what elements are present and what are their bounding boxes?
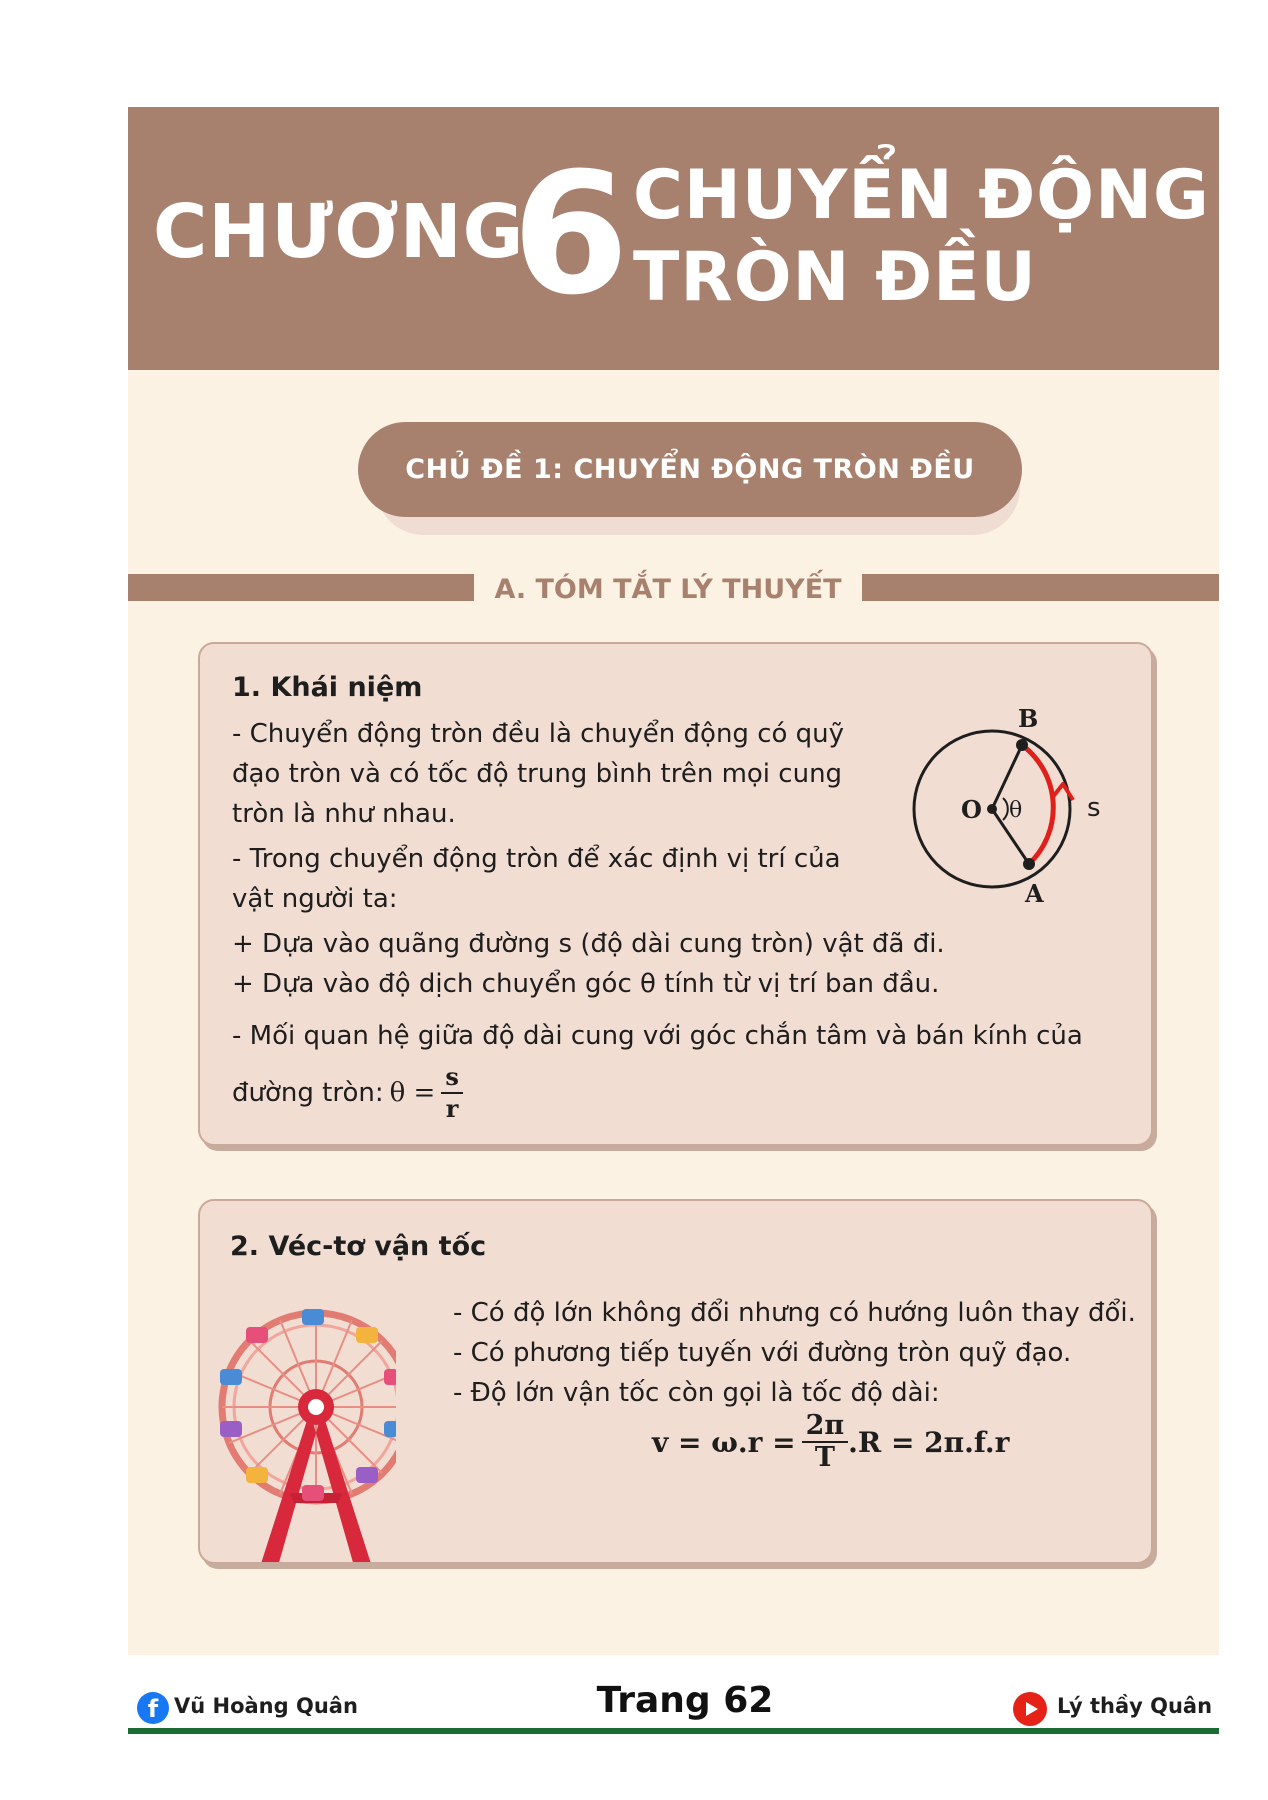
section-title: A. TÓM TẮT LÝ THUYẾT — [494, 573, 842, 605]
label-O: O — [961, 795, 982, 824]
relation-fraction — [441, 1062, 463, 1124]
section-label-box — [474, 568, 862, 610]
chapter-word: CHƯƠNG — [153, 189, 525, 275]
relation-numerator: s — [441, 1062, 463, 1094]
page-number: Trang 62 — [596, 1680, 774, 1721]
label-theta: θ — [1009, 798, 1023, 823]
facebook-author-link[interactable]: Vũ Hoàng Quân — [174, 1694, 358, 1718]
concept-line-3: tròn là như nhau. — [232, 799, 456, 829]
point-B — [1016, 739, 1028, 751]
facebook-icon[interactable]: f — [137, 1692, 169, 1724]
velocity-card — [198, 1199, 1153, 1564]
topic-pill — [358, 422, 1022, 517]
chapter-title — [633, 155, 1210, 319]
velocity-line-1: - Có độ lớn không đổi nhưng có hướng luôn thay đổi. — [453, 1298, 1136, 1328]
youtube-channel-link[interactable]: Lý thầy Quân — [1057, 1694, 1213, 1718]
label-s: s — [1087, 793, 1101, 823]
chapter-title-line2: TRÒN ĐỀU — [633, 238, 1037, 317]
velocity-line-3: - Độ lớn vận tốc còn gọi là tốc độ dài: — [453, 1378, 940, 1408]
concept-line-2: đạo tròn và có tốc độ trung bình trên mọi cung — [232, 759, 843, 789]
youtube-icon[interactable] — [1013, 1692, 1047, 1726]
velocity-formula-right: .R = 2π.f.r — [848, 1425, 1010, 1459]
arc-s — [1022, 745, 1053, 864]
velocity-formula — [652, 1411, 1009, 1473]
point-A — [1023, 858, 1035, 870]
relation-prefix: đường tròn: — [232, 1078, 384, 1108]
velocity-formula-left: v = ω.r = — [652, 1425, 796, 1459]
concept-line-1: - Chuyển động tròn đều là chuyển động có quỹ — [232, 719, 845, 749]
relation-lhs: θ = — [389, 1078, 436, 1108]
velocity-denominator: T — [814, 1442, 835, 1473]
concept-line-6: + Dựa vào quãng đường s (độ dài cung tròn) vật đã đi. — [232, 929, 945, 959]
chapter-number: 6 — [512, 136, 629, 332]
ferris-wheel-illustration — [206, 1303, 396, 1564]
velocity-line-2: - Có phương tiếp tuyến với đường tròn quỹ đạo. — [453, 1338, 1072, 1368]
relation-formula — [232, 1062, 463, 1124]
concept-line-5: vật người ta: — [232, 884, 398, 914]
concept-line-4: - Trong chuyển động tròn để xác định vị trí của — [232, 844, 841, 874]
relation-denominator: r — [445, 1094, 459, 1123]
concept-heading: 1. Khái niệm — [232, 672, 423, 703]
angle-arc — [1003, 798, 1008, 820]
velocity-numerator: 2π — [802, 1411, 849, 1443]
concept-line-8: - Mối quan hệ giữa độ dài cung với góc chắn tâm và bán kính của — [232, 1021, 1083, 1051]
center-point — [987, 804, 997, 814]
velocity-fraction — [802, 1411, 849, 1473]
label-A: A — [1025, 879, 1044, 908]
chapter-title-line1: CHUYỂN ĐỘNG — [633, 156, 1210, 235]
concept-line-7: + Dựa vào độ dịch chuyển góc θ tính từ vị trí ban đầu. — [232, 969, 940, 999]
velocity-heading: 2. Véc-tơ vận tốc — [230, 1231, 487, 1262]
topic-title: CHỦ ĐỀ 1: CHUYỂN ĐỘNG TRÒN ĐỀU — [405, 454, 975, 485]
circular-motion-diagram — [905, 702, 1125, 917]
label-B: B — [1018, 704, 1039, 733]
footer-divider — [128, 1728, 1219, 1734]
